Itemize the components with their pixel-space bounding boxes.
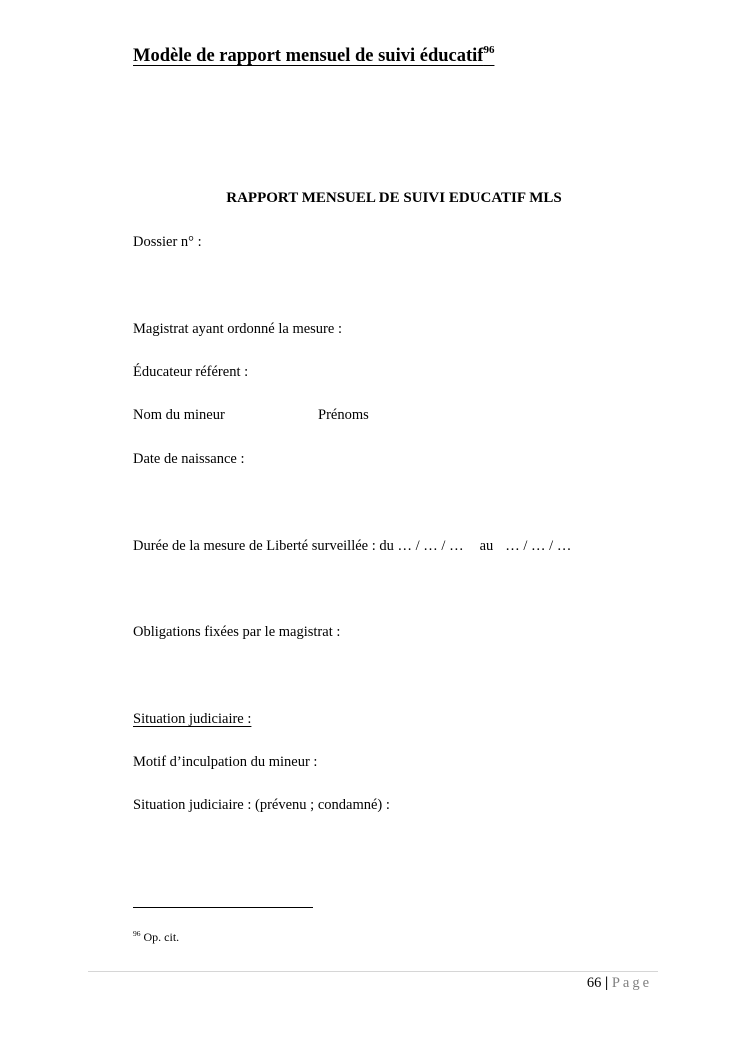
page-word: Page (611, 975, 652, 991)
situation-judiciaire-heading: Situation judiciaire : (133, 711, 252, 727)
report-title: RAPPORT MENSUEL DE SUIVI EDUCATIF MLS (226, 190, 562, 206)
motif-inculpation-label: Motif d’inculpation du mineur : (133, 754, 318, 770)
nom-mineur-label: Nom du mineur (133, 407, 225, 423)
heading-footnote-ref: 96 (483, 44, 495, 56)
footnote (133, 930, 179, 945)
footnote-separator (133, 907, 313, 908)
dossier-label: Dossier n° : (133, 234, 202, 250)
situation-judiciaire-label: Situation judiciaire : (prévenu ; condamné) : (133, 797, 390, 813)
page-number: 66 (586, 975, 602, 991)
duree-mesure-label (133, 538, 571, 555)
obligations-label: Obligations fixées par le magistrat : (133, 624, 341, 640)
duree-end: … / … / … (505, 538, 572, 554)
duree-start: Durée de la mesure de Liberté surveillée : du … / … / … (133, 538, 464, 554)
duree-au: au (479, 538, 494, 554)
document-heading (133, 46, 494, 67)
educateur-label: Éducateur référent : (133, 364, 249, 380)
footnote-text: Op. cit. (143, 930, 180, 944)
magistrat-label: Magistrat ayant ordonné la mesure : (133, 321, 342, 337)
footnote-number: 96 (133, 929, 141, 938)
page-footer (587, 975, 652, 992)
footer-divider (88, 971, 658, 972)
page-separator: | (604, 975, 609, 991)
date-naissance-label: Date de naissance : (133, 451, 245, 467)
prenoms-label: Prénoms (318, 407, 369, 423)
heading-text: Modèle de rapport mensuel de suivi éducatif (133, 46, 484, 66)
